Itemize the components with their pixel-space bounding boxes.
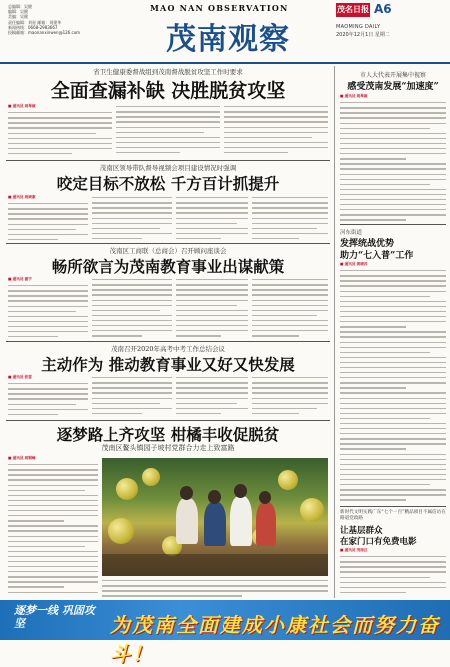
masthead-english: MAO NAN OBSERVATION [150, 3, 289, 13]
sidebar-section-2: 河东街道 [340, 230, 363, 236]
story5-col1 [8, 462, 98, 598]
divider [6, 160, 330, 161]
divider [340, 224, 446, 225]
sidebar-kicker-3: 新时代文明实践广东“七个一百”精品项目不属信访在路道党政路 [340, 510, 446, 521]
story1-col2 [116, 104, 220, 158]
divider [6, 341, 330, 342]
info-line: 美编：吴健 [8, 14, 28, 20]
story2-col4 [252, 195, 328, 241]
story3-headline: 畅所欲言为茂南教育事业出谋献策 [51, 257, 285, 276]
story3-byline: ■ 通讯员 谢宇 [8, 277, 32, 281]
story4-col4 [252, 375, 328, 417]
sidebar-story-1-body [340, 100, 446, 222]
story3-col1 [8, 283, 88, 339]
edition-english: MAOMING DAILY [336, 24, 381, 30]
sidebar-title-2a: 发挥统战优势 [340, 239, 395, 249]
column-divider [334, 66, 335, 598]
info-line: 投稿邮箱：maonanxinwen@126.com [8, 30, 81, 36]
story2-kicker: 茂南区领导带队督导视频会项目建设情况时强调 [99, 164, 237, 172]
issue-date: 2020年12月1日 星期二 [336, 32, 390, 38]
sidebar-title-3b: 在家门口有免费电影 [340, 537, 417, 547]
story1-headline: 全面查漏补缺 决胜脱贫攻坚 [50, 80, 286, 102]
story2-col3 [176, 195, 248, 241]
story1-byline: ■ 通讯员 周琴淑 [8, 104, 36, 108]
story2-col2 [92, 195, 172, 241]
story5-byline: ■ 通讯员 周钢峰 [8, 456, 36, 460]
story4-col3 [176, 375, 248, 417]
sidebar-byline-3: ■ 通讯员 茂南区 [340, 548, 368, 552]
sidebar-byline-2: ■ 通讯员 黄晓苏 [340, 262, 368, 266]
info-line: 总编辑：吴健 [8, 4, 32, 9]
divider [340, 506, 446, 507]
story2-col1 [8, 201, 88, 241]
divider [6, 243, 330, 244]
story5-headline: 逐梦路上齐攻坚 柑橘丰收促脱贫 [56, 425, 280, 444]
story4-kicker: 茂南召开2020年高考中考工作总结会议 [110, 345, 226, 353]
masthead-info [8, 4, 128, 35]
info-line: 新闻热线：0668-2983667 [8, 24, 58, 30]
story2-byline: ■ 通讯员 周晓康 [8, 195, 36, 199]
header-rule [0, 62, 450, 64]
story4-byline: ■ 通讯员 张雷 [8, 375, 32, 379]
story5-subheadline: 茂南区鳌头镇园子坡村党群合力走上致富路 [101, 444, 235, 452]
page-number: A6 [374, 2, 392, 16]
story3-kicker: 茂南区工商联（总商会）召开顾问座谈会 [109, 247, 227, 255]
sidebar-title-2b: 助力“七入普”工作 [340, 251, 414, 261]
sidebar-title-3a: 让基层群众 [340, 526, 383, 536]
sidebar-story-3-body [340, 554, 446, 598]
newspaper-logo: 茂名日报 [336, 3, 370, 17]
orange-harvest-photo [102, 458, 328, 576]
banner-left-text: 逐梦一线 巩固攻坚 [14, 604, 95, 630]
story1-col1 [8, 110, 112, 158]
story4-headline: 主动作为 推动教育事业又好又快发展 [41, 355, 295, 374]
story3-col4 [252, 277, 328, 339]
info-line: 责任编辑：刘星 邮箱：刘建华 [8, 19, 62, 25]
story3-col2 [92, 277, 172, 339]
story4-col1 [8, 381, 88, 417]
info-line: 编辑：吴健 [8, 9, 28, 15]
story1-kicker: 省卫生健康委督战组到茂南督战脱贫攻坚工作时要求 [93, 68, 243, 76]
divider [6, 420, 330, 421]
masthead-title: 茂南观察 [166, 22, 290, 57]
sidebar-kicker-1: 市人大代表开展集中视察 [359, 72, 426, 79]
story1-col3 [224, 104, 328, 158]
sidebar-byline-1: ■ 通讯员 周琴淑 [340, 94, 368, 98]
story3-col3 [176, 277, 248, 339]
story4-col2 [92, 375, 172, 417]
photo-caption [102, 578, 328, 598]
banner-slogan: 为茂南全面建成小康社会而努力奋斗！ [110, 613, 440, 666]
sidebar-story-2-body [340, 268, 446, 504]
sidebar-title-1: 感受茂南发展“加速度” [347, 82, 439, 92]
story2-headline: 咬定目标不放松 千方百计抓提升 [56, 174, 280, 193]
